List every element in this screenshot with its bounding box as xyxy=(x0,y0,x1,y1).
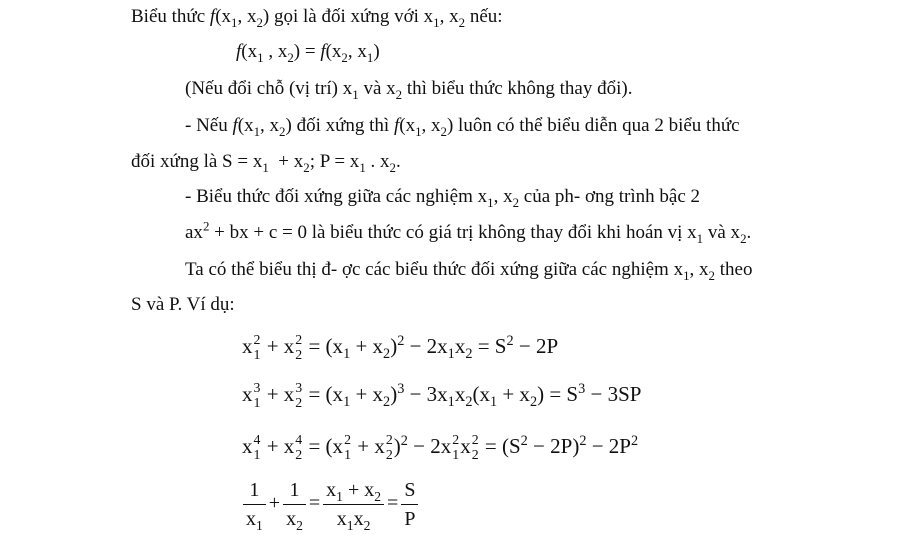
equation-sum-reciprocals: $\frac{1}{x_1}$ + $\frac{1}{x_2}$ = $\frac{x_1 + x_2}{x_1x_2}$ = $\frac{S}{P}$ xyxy=(240,478,421,531)
equation-sum-fourth-powers: x 4 1 + x 4 2 = (x 2 1 + x 2 2 )$^2$ − 2x 2 1 x 2 2 = $(S^2 - 2P)^2 - 2P^2$ xyxy=(242,432,639,463)
line-quadratic-equation: $ax^2$ + bx + c = 0 là biểu thức có giá trị không thay đổi khi hoán vị $x_1$ và $x_2$. xyxy=(185,218,752,246)
equation-sum-squares: x 2 1 + x 2 2 = $(x_1 + x_2)^2 - 2x_1x_2 = S^2 - 2P$ xyxy=(242,332,559,363)
line-s-p-definition: đối xứng là $S = x_1 + x_2$; $P = x_1$ . $x_2$. xyxy=(131,151,401,175)
line-represent-sp: - Nếu $f(x_1$, $x_2$) đối xứng thì $f(x_1$, $x_2$) luôn có thể biểu diễn qua 2 biểu thức xyxy=(185,115,740,139)
line-symmetry-condition: $f(x_1$ , $x_2) = f(x_2$, $x_1$) xyxy=(236,41,380,65)
equation-sum-cubes: x 3 1 + x 3 2 = $(x_1 + x_2)^3 - 3x_1x_2(x_1 + x_2) = S^3 - 3SP$ xyxy=(242,380,642,411)
line-note-swap: (Nếu đổi chỗ (vị trí) $x_1$ và $x_2$ thì biểu thức không thay đổi). xyxy=(185,78,633,102)
line-definition: Biểu thức $f(x_1$, $x_2$) gọi là đối xứng với $x_1$, $x_2$ nếu: xyxy=(131,6,503,30)
line-quadratic-roots: - Biểu thức đối xứng giữa các nghiệm $x_1$, $x_2$ của ph- ơng trình bậc 2 xyxy=(185,186,701,210)
line-example-intro: S và P. Ví dụ: xyxy=(131,294,235,315)
line-express-in-sp: Ta có thể biểu thị đ- ợc các biểu thức đối xứng giữa các nghiệm $x_1$, $x_2$ theo xyxy=(185,259,753,283)
